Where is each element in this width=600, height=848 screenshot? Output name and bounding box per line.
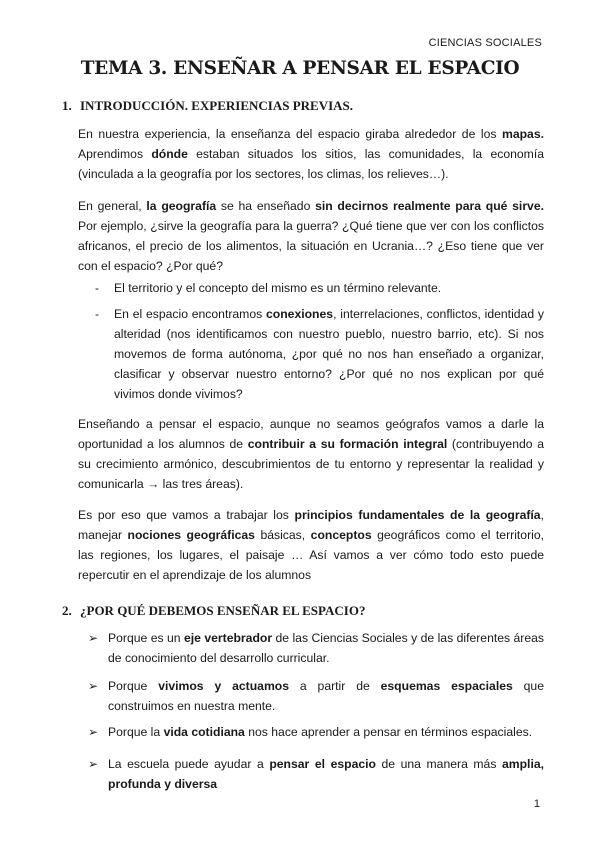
bold-run: principios fundamentales de la geografía bbox=[294, 508, 541, 522]
text-run: Es por eso que vamos a trabajar los bbox=[78, 508, 295, 522]
text-run: , manejar bbox=[78, 508, 544, 542]
bold-run: pensar el espacio bbox=[269, 757, 376, 771]
dash-bullet: - bbox=[95, 281, 99, 295]
bold-run: amplia, profunda y diversa bbox=[108, 757, 544, 791]
text-run: a partir de bbox=[289, 679, 381, 693]
text-run: Porque la bbox=[108, 725, 164, 739]
section-1-heading-text: INTRODUCCIÓN. EXPERIENCIAS PREVIAS. bbox=[80, 98, 354, 113]
arrow-item-2 bbox=[108, 676, 544, 716]
page-number: 1 bbox=[533, 798, 540, 810]
text-run: Porque bbox=[108, 679, 159, 693]
text-run: nos hace aprender a pensar en términos espaciales. bbox=[244, 725, 533, 739]
text-run: En general, bbox=[78, 199, 147, 213]
bold-run: vivimos y actuamos bbox=[158, 679, 290, 693]
text-run: Por ejemplo, ¿sirve la geografía para la guerra? ¿Qué tiene que ver con los conflictos africanos, el precio de los alimentos, la situación en Ucrania…? ¿Eso tiene que ver con el espacio? ¿Por qué? bbox=[78, 219, 544, 273]
section-1-number: 1. bbox=[62, 98, 72, 113]
text-run: de una manera más bbox=[375, 757, 502, 771]
section-2-number: 2. bbox=[62, 603, 72, 618]
arrow-item-1 bbox=[108, 628, 544, 668]
bold-run: la geografía bbox=[146, 199, 217, 213]
paragraph-1 bbox=[78, 124, 544, 184]
bold-run: mapas. bbox=[501, 127, 544, 141]
arrow-bullet-icon: ➢ bbox=[88, 679, 99, 693]
text-run: Enseñando a pensar el espacio, aunque no seamos geógrafos vamos a darle la oportunidad a los alumnos de bbox=[78, 417, 544, 451]
text-run: básicas, bbox=[254, 528, 311, 542]
text-run: (contribuyendo a su crecimiento armónico, descubrimientos de tu entorno y representar la realidad y comunicarla → las tres áreas). bbox=[78, 437, 544, 491]
text-run: En nuestra experiencia, la enseñanza del espacio giraba alrededor de los bbox=[78, 127, 502, 141]
arrow-item-4 bbox=[108, 754, 544, 794]
bold-run: conceptos bbox=[310, 528, 372, 542]
text-run: se ha enseñado bbox=[216, 199, 316, 213]
bold-run: eje vertebrador bbox=[183, 631, 273, 645]
page-title: TEMA 3. ENSEÑAR A PENSAR EL ESPACIO bbox=[80, 58, 520, 79]
bold-run: nociones geográficas bbox=[127, 528, 255, 542]
arrow-bullet-icon: ➢ bbox=[88, 725, 99, 739]
bold-run: sin decirnos realmente para qué sirve. bbox=[315, 199, 545, 213]
text-run: Aprendimos bbox=[78, 147, 152, 161]
text-run: En el espacio encontramos bbox=[114, 307, 266, 321]
bold-run: vida cotidiana bbox=[163, 725, 245, 739]
header-subject: CIENCIAS SOCIALES bbox=[428, 37, 542, 49]
section-2-heading-text: ¿POR QUÉ DEBEMOS ENSEÑAR EL ESPACIO? bbox=[80, 603, 366, 618]
text-run: estaban situados los sitios, las comunidades, la economía (vinculada a la geografía por los sectores, los climas, los relieves…). bbox=[78, 147, 544, 181]
paragraph-2 bbox=[78, 196, 544, 276]
text-run: Porque es un bbox=[108, 631, 184, 645]
dash-bullet: - bbox=[95, 307, 99, 321]
paragraph-4 bbox=[78, 505, 544, 585]
text-run: , interrelaciones, conflictos, identidad y alteridad (nos identificamos con nuestro pueblo, nuestro barrio, etc). Si nos movemos de forma autónoma, ¿por qué no nos han enseñado a organizar, clasificar y observar nuestro entorno? ¿Por qué no nos explican por qué vivimos donde vivimos? bbox=[114, 307, 544, 401]
bold-run: contribuir a su formación integral bbox=[247, 437, 448, 451]
bullet-item-2 bbox=[114, 304, 544, 404]
arrow-item-3 bbox=[108, 722, 544, 742]
arrow-bullet-icon: ➢ bbox=[88, 757, 99, 771]
bullet-item-1: El territorio y el concepto del mismo es un término relevante. bbox=[114, 281, 442, 295]
arrow-bullet-icon: ➢ bbox=[88, 631, 99, 645]
section-1-heading bbox=[62, 98, 353, 114]
text-run: que construimos en nuestra mente. bbox=[108, 679, 544, 713]
section-2-heading bbox=[62, 603, 365, 619]
text-run: de las Ciencias Sociales y de las diferentes áreas de conocimiento del desarrollo curricular. bbox=[108, 631, 545, 665]
bold-run: conexiones bbox=[266, 307, 334, 321]
bold-run: esquemas espaciales bbox=[380, 679, 513, 693]
text-run: La escuela puede ayudar a bbox=[108, 757, 270, 771]
bold-run: dónde bbox=[151, 147, 188, 161]
paragraph-3 bbox=[78, 414, 544, 494]
text-run: geográficos como el territorio, las regiones, los lugares, el paisaje … Así vamos a ver cómo todo esto puede repercutir en el aprendizaje de los alumnos bbox=[78, 528, 545, 582]
